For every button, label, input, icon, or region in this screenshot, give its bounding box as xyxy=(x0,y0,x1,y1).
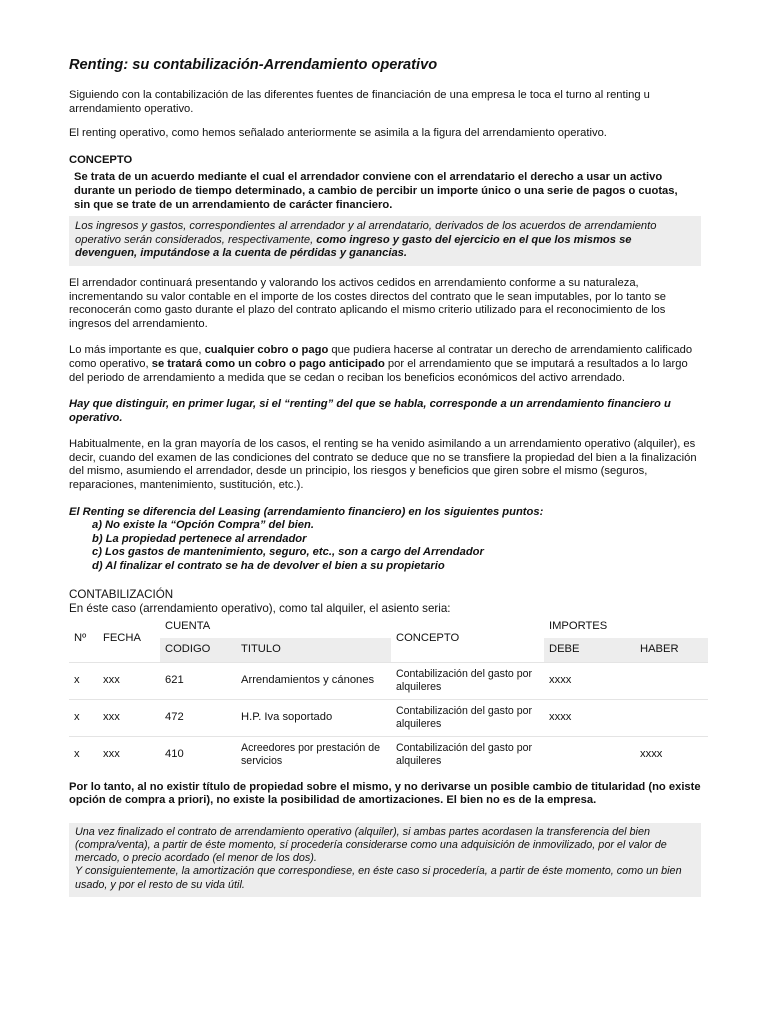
cell-fecha: xxx xyxy=(98,662,160,699)
cell-haber xyxy=(635,699,708,736)
cell-concepto: Contabilización del gasto por alquileres xyxy=(391,662,544,699)
renting-paragraph: El renting operativo, como hemos señalado anteriormente se asimila a la figura del arrendamiento operativo. xyxy=(69,127,607,140)
ingresos-gastos-box xyxy=(69,216,701,266)
table-row xyxy=(69,736,708,773)
cell-debe: xxxx xyxy=(544,699,635,736)
document-page xyxy=(69,56,701,897)
concepto-definition: Se trata de un acuerdo mediante el cual el arrendador conviene con el arrendatario el derecho a usar un activo durante un periodo de tiempo determinado, a cambio de percibir un importe único o una serie de pagos o cuotas, sin que se trate de un arrendamiento de carácter financiero. xyxy=(74,171,678,211)
cell-titulo: Acreedores por prestación de servicios xyxy=(236,736,391,773)
header-debe: DEBE xyxy=(544,638,635,663)
header-cuenta: CUENTA xyxy=(165,619,211,632)
cell-no: x xyxy=(69,736,98,773)
asiento-table xyxy=(69,616,708,773)
cell-fecha: xxx xyxy=(98,699,160,736)
para4-text-a: Lo más importante es que, xyxy=(69,344,205,357)
header-importes: IMPORTES xyxy=(549,619,608,632)
list-item: b) La propiedad pertenece al arrendador xyxy=(92,532,307,545)
table-row xyxy=(69,662,708,699)
document-title: Renting: su contabilización-Arrendamiento operativo xyxy=(69,57,438,73)
box2-text-a: Una vez finalizado el contrato de arrendamiento operativo (alquiler), si ambas partes acordasen la transferencia del bien (compra/venta), a partir de éste momento, sí procedería considerarse como una adquisición de inmovilizado, por el valor de mercado, o precio acordado (el menor de los dos). xyxy=(75,825,667,865)
list-item: d) Al finalizar el contrato se ha de devolver el bien a su propietario xyxy=(92,560,445,573)
cell-haber xyxy=(635,662,708,699)
finalizado-contrato-box xyxy=(69,823,701,897)
table-header-row xyxy=(69,616,708,638)
cell-titulo: Arrendamientos y cánones xyxy=(236,662,391,699)
list-intro: El Renting se diferencia del Leasing (arrendamiento financiero) en los siguientes puntos: xyxy=(69,505,544,518)
para4-bold-b: cualquier cobro o pago xyxy=(204,344,329,357)
cell-debe: xxxx xyxy=(544,662,635,699)
box2-text-b: Y consiguientemente, la amortización que correspondiese, en éste caso si procedería, a partir de éste momento, como un bien usado, y por el resto de su vida útil. xyxy=(75,865,682,891)
conclusion-paragraph: Por lo tanto, al no existir título de propiedad sobre el mismo, y no derivarse un posible cambio de titularidad (no existe opción de compra a priori), no existe la posibilidad de amortizaciones. El bien no es de la empresa. xyxy=(69,780,701,807)
intro-paragraph: Siguiendo con la contabilización de las diferentes fuentes de financiación de una empresa le toca el turno al renting u arrendamiento operativo. xyxy=(69,89,650,115)
header-fecha: FECHA xyxy=(103,631,141,644)
habitualmente-paragraph: Habitualmente, en la gran mayoría de los casos, el renting se ha venido asimilando a un arrendamiento operativo (alquiler), es decir, cuando del examen de las condiciones del contrato se deduce que no se transfiere la propiedad del bien a la finalización del mismo, asumiendo el arrendador, desde un principio, los riesgos y beneficios que giren sobre el mismo (seguros, reparaciones, mantenimiento, sustitución, etc.). xyxy=(69,438,697,492)
distinguir-paragraph: Hay que distinguir, en primer lugar, si el “renting” del que se habla, corresponde a un arrendamiento financiero u operativo. xyxy=(69,398,671,424)
cell-codigo: 472 xyxy=(160,699,236,736)
cell-codigo: 621 xyxy=(160,662,236,699)
concepto-heading: CONCEPTO xyxy=(69,153,133,166)
header-concepto: CONCEPTO xyxy=(396,631,460,644)
header-codigo: CODIGO xyxy=(160,638,236,663)
cell-codigo: 410 xyxy=(160,736,236,773)
header-haber: HABER xyxy=(635,638,708,663)
cell-no: x xyxy=(69,662,98,699)
cell-debe xyxy=(544,736,635,773)
cell-haber: xxxx xyxy=(635,736,708,773)
list-item: a) No existe la “Opción Compra” del bien. xyxy=(92,519,314,532)
cell-no: x xyxy=(69,699,98,736)
box1-bold-text: como ingreso y gasto del ejercicio en el que los mismos se devenguen, imputándose a la cuenta de pérdidas y ganancias. xyxy=(75,233,632,260)
table-subheader-row xyxy=(69,638,708,663)
arrendador-paragraph: El arrendador continuará presentando y valorando los activos cedidos en arrendamiento conforme a su naturaleza, incrementando su valor contable en el importe de los costes directos del contrato que le sean imputables, por lo tanto se reconocerán como gasto durante el plazo del contrato aplicando el mismo criterio utilizado para el reconocimiento de los ingresos del arrendamiento. xyxy=(69,276,667,330)
contabilizacion-heading: CONTABILIZACIÓN xyxy=(69,587,174,601)
para4-text-c: que pudiera hacerse al contratar un derecho de arrendamiento calificado como operativo, xyxy=(69,344,693,370)
cell-titulo: H.P. Iva soportado xyxy=(236,699,391,736)
box1-text: Los ingresos y gastos, correspondientes al arrendador y al arrendatario, derivados de los acuerdos de arrendamiento operativo serán considerados, respectivamente, xyxy=(75,220,657,246)
cobro-pago-paragraph xyxy=(69,344,701,385)
para4-text-e: por el arrendamiento que se imputará a resultados a lo largo del periodo de arrendamiento a medida que se cedan o reciban los beneficios económicos del activo arrendado. xyxy=(69,357,688,384)
leasing-differences xyxy=(69,506,701,574)
cell-fecha: xxx xyxy=(98,736,160,773)
contabilizacion-intro: En éste caso (arrendamiento operativo), como tal alquiler, el asiento seria: xyxy=(69,601,451,615)
cell-concepto: Contabilización del gasto por alquileres xyxy=(391,736,544,773)
header-titulo: TITULO xyxy=(236,638,391,663)
table-row xyxy=(69,699,708,736)
header-no: Nº xyxy=(74,631,87,644)
list-item: c) Los gastos de mantenimiento, seguro, etc., son a cargo del Arrendador xyxy=(92,546,484,559)
para4-bold-d: se tratará como un cobro o pago anticipado xyxy=(151,357,385,370)
cell-concepto: Contabilización del gasto por alquileres xyxy=(391,699,544,736)
